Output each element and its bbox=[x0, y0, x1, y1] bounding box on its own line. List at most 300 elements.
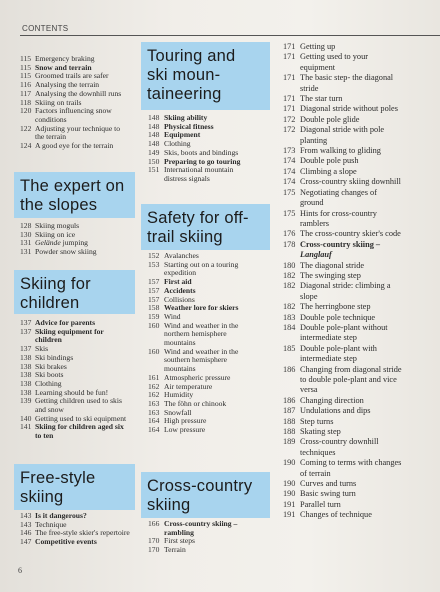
toc-entry-title: Wind and weather in the bbox=[164, 346, 239, 356]
header-rule bbox=[20, 35, 440, 36]
heading-line: Free-style bbox=[20, 469, 96, 487]
toc-entry-title: Avalanches bbox=[164, 251, 199, 260]
toc-page-number: 149 bbox=[148, 147, 160, 157]
toc-entry bbox=[283, 292, 435, 302]
toc-page-number: 190 bbox=[283, 489, 296, 499]
toc-entry bbox=[283, 365, 435, 375]
column-2-touring bbox=[148, 114, 276, 184]
toc-page-number: 190 bbox=[283, 479, 296, 489]
toc-page-number: 170 bbox=[148, 545, 160, 555]
toc-page-number bbox=[283, 385, 300, 395]
toc-entry-title: Equipment bbox=[164, 130, 201, 140]
toc-entry-title: Changing from diagonal stride bbox=[300, 364, 402, 374]
toc-entry-title: First steps bbox=[164, 536, 196, 546]
toc-page-number: 128 bbox=[20, 221, 32, 230]
toc-entry-title: Snowfall bbox=[164, 407, 192, 417]
toc-page-number: 117 bbox=[20, 88, 32, 98]
toc-page-number: 191 bbox=[283, 499, 296, 509]
toc-page-number: 153 bbox=[148, 259, 160, 269]
toc-entry bbox=[283, 188, 435, 198]
toc-entry-title: Parallel turn bbox=[300, 499, 341, 509]
toc-entry-title: International mountain bbox=[164, 165, 234, 175]
toc-page-number: 163 bbox=[148, 407, 160, 417]
toc-entry bbox=[283, 229, 435, 239]
toc-entry bbox=[283, 156, 435, 166]
column-1-children bbox=[20, 319, 142, 441]
toc-entry-title: Cross-country downhill bbox=[300, 437, 379, 447]
toc-entry-title: Double pole push bbox=[300, 156, 359, 166]
toc-page-number: 184 bbox=[283, 322, 296, 332]
toc-page-number: 157 bbox=[148, 294, 160, 304]
toc-entry-title: Climbing a slope bbox=[300, 166, 357, 176]
toc-entry-title: Undulations and dips bbox=[300, 406, 371, 416]
toc-entry-title: Skis, boots and bindings bbox=[164, 147, 239, 157]
toc-entry bbox=[283, 354, 435, 364]
toc-page-number: 171 bbox=[283, 73, 296, 83]
toc-entry bbox=[283, 458, 435, 468]
toc-entry-title: Competitive events bbox=[35, 537, 97, 547]
section-heading-children bbox=[14, 270, 135, 314]
section-heading-safety bbox=[141, 204, 270, 250]
toc-page-number: 175 bbox=[283, 187, 296, 197]
toc-entry-title: Hints for cross-country bbox=[300, 208, 377, 218]
toc-entry bbox=[283, 427, 435, 437]
toc-entry bbox=[283, 510, 435, 520]
toc-page-number: 175 bbox=[283, 208, 296, 218]
toc-page-number: 186 bbox=[283, 395, 296, 405]
heading-line: taineering bbox=[147, 85, 222, 103]
toc-entry-title: techniques bbox=[300, 447, 336, 457]
toc-entry-title: planting bbox=[300, 135, 328, 145]
toc-page-number: 160 bbox=[148, 320, 160, 330]
toc-entry-title: expedition bbox=[164, 268, 197, 278]
toc-entry-title: the terrain bbox=[35, 132, 66, 142]
column-1-top bbox=[20, 55, 142, 151]
column-3 bbox=[283, 42, 435, 521]
toc-entry-title: Air temperature bbox=[164, 381, 213, 391]
toc-page-number bbox=[148, 356, 164, 365]
toc-page-number: 174 bbox=[283, 166, 296, 176]
toc-entry-title: Is it dangerous? bbox=[35, 511, 87, 520]
toc-entry-title: Wind and weather in the bbox=[164, 320, 239, 330]
toc-entry-title: Changes of technique bbox=[300, 510, 372, 520]
toc-entry bbox=[283, 146, 435, 156]
toc-page-number bbox=[283, 136, 300, 146]
toc-page-number: 118 bbox=[20, 97, 32, 107]
heading-line: Safety for off- bbox=[147, 209, 249, 227]
toc-entry bbox=[283, 385, 435, 395]
toc-page-number: 191 bbox=[283, 510, 296, 520]
toc-entry-title: Cross-country skiing downhill bbox=[300, 177, 401, 187]
toc-entry-title: Learning should be fun! bbox=[35, 387, 109, 397]
toc-entry bbox=[283, 417, 435, 427]
heading-line: The expert on bbox=[20, 177, 125, 195]
toc-entry bbox=[283, 323, 435, 333]
toc-page-number: 148 bbox=[148, 121, 160, 131]
toc-page-number: 139 bbox=[20, 396, 32, 406]
toc-page-number: 186 bbox=[283, 364, 296, 374]
toc-entry-title: of terrain bbox=[300, 468, 331, 478]
toc-entry-title: to double pole-plant and vice bbox=[300, 375, 397, 384]
column-2-safety bbox=[148, 252, 278, 435]
toc-page-number: 189 bbox=[283, 437, 296, 447]
toc-page-number bbox=[283, 448, 300, 458]
heading-line: skiing bbox=[20, 488, 64, 506]
toc-page-number: 157 bbox=[148, 285, 160, 295]
toc-entry bbox=[283, 261, 435, 271]
toc-entry-title: The diagonal stride bbox=[300, 260, 365, 270]
toc-entry-title: children bbox=[35, 335, 62, 345]
toc-page-number: 141 bbox=[20, 422, 32, 432]
toc-page-number bbox=[283, 333, 300, 343]
toc-entry bbox=[283, 115, 435, 125]
toc-entry bbox=[283, 281, 435, 291]
toc-entry-title: intermediate step bbox=[300, 333, 357, 343]
toc-page-number bbox=[148, 330, 164, 339]
toc-entry-title: First aid bbox=[164, 277, 192, 287]
toc-entry-title: Adjusting your technique to bbox=[35, 123, 120, 133]
toc-page-number: 138 bbox=[20, 378, 32, 388]
toc-entry-title: Snow and terrain bbox=[35, 62, 92, 72]
toc-entry-title: Basic swing turn bbox=[300, 489, 356, 499]
toc-entry-title: Skis bbox=[35, 344, 49, 354]
toc-page-number bbox=[283, 250, 300, 260]
toc-entry-title: Advice for parents bbox=[35, 318, 96, 327]
toc-entry-title: Cross-country skiing – bbox=[164, 519, 238, 528]
toc-entry-title: Humidity bbox=[164, 390, 194, 400]
toc-page-number: 158 bbox=[148, 303, 160, 313]
toc-page-number: 162 bbox=[148, 381, 160, 391]
toc-page-number: 138 bbox=[20, 387, 32, 397]
toc-entry bbox=[283, 84, 435, 94]
page-header-label: CONTENTS bbox=[22, 24, 69, 33]
toc-entry bbox=[20, 142, 142, 151]
toc-page-number: 174 bbox=[283, 156, 296, 166]
heading-line: children bbox=[20, 294, 80, 312]
toc-entry bbox=[283, 250, 435, 260]
toc-entry-title: High pressure bbox=[164, 416, 207, 426]
toc-entry-title: The herringbone step bbox=[300, 302, 371, 312]
page-number: 6 bbox=[18, 566, 22, 575]
section-heading-crosscountry bbox=[141, 472, 270, 518]
toc-entry bbox=[283, 52, 435, 62]
toc-page-number: 182 bbox=[283, 302, 296, 312]
toc-entry-title: Diagonal stride: climbing a bbox=[300, 281, 391, 291]
section-heading-expert bbox=[14, 172, 135, 218]
toc-page-number: 170 bbox=[148, 536, 160, 546]
toc-entry-title: conditions bbox=[35, 114, 67, 124]
toc-entry-title: Curves and turns bbox=[300, 479, 357, 489]
toc-entry-title: Analysing the downhill runs bbox=[35, 88, 122, 98]
toc-page-number: 116 bbox=[20, 80, 32, 90]
heading-line: Touring and bbox=[147, 47, 236, 65]
toc-entry-title: Negotiating changes of bbox=[300, 187, 377, 197]
toc-entry bbox=[283, 437, 435, 447]
toc-page-number: 172 bbox=[283, 114, 296, 124]
column-1-freestyle bbox=[20, 512, 145, 547]
toc-page-number: 171 bbox=[283, 94, 296, 104]
toc-page-number: 185 bbox=[283, 343, 296, 353]
toc-entry-title: A good eye for the terrain bbox=[35, 141, 114, 151]
toc-entry-title: Skiing moguls bbox=[35, 221, 80, 230]
heading-line: skiing bbox=[147, 496, 191, 514]
toc-page-number: 148 bbox=[148, 113, 160, 122]
toc-page-number: 172 bbox=[283, 125, 296, 135]
toc-entry-title: Step turns bbox=[300, 416, 334, 426]
toc-entry-title: Changing direction bbox=[300, 395, 364, 405]
toc-entry-title: Analysing the terrain bbox=[35, 80, 100, 90]
toc-entry-title: Collisions bbox=[164, 294, 195, 304]
toc-entry-title: Double pole-plant with bbox=[300, 343, 377, 353]
toc-page-number: 187 bbox=[283, 406, 296, 416]
toc-entry-title: ground bbox=[300, 198, 324, 208]
toc-page-number: 161 bbox=[148, 372, 160, 382]
toc-entry bbox=[148, 426, 278, 435]
toc-entry bbox=[283, 500, 435, 510]
section-heading-touring bbox=[141, 42, 270, 110]
toc-page-number: 143 bbox=[20, 511, 32, 520]
toc-entry-title: Low pressure bbox=[164, 425, 206, 435]
toc-entry-title: The star turn bbox=[300, 94, 343, 104]
toc-page-number: 152 bbox=[148, 251, 160, 260]
toc-entry-title: The föhn or chinook bbox=[164, 398, 227, 408]
toc-page-number: 188 bbox=[283, 427, 296, 437]
toc-page-number: 163 bbox=[148, 398, 160, 408]
toc-page-number: 137 bbox=[20, 326, 32, 336]
toc-entry-title: ramblers bbox=[300, 218, 330, 228]
toc-page-number: 151 bbox=[148, 165, 160, 175]
toc-page-number: 164 bbox=[148, 416, 160, 426]
toc-page-number: 157 bbox=[148, 277, 160, 287]
toc-entry-title: Cross-country skiing – bbox=[300, 239, 381, 249]
toc-page-number bbox=[20, 432, 35, 441]
toc-page-number: 143 bbox=[20, 519, 32, 529]
toc-page-number: 138 bbox=[20, 370, 32, 380]
toc-entry-title: Clothing bbox=[35, 378, 62, 388]
toc-entry-title: northern hemisphere bbox=[164, 329, 227, 339]
toc-page-number: 115 bbox=[20, 54, 32, 63]
section-heading-freestyle bbox=[14, 464, 135, 510]
toc-page-number: 124 bbox=[20, 141, 32, 151]
toc-page-number: 140 bbox=[20, 413, 32, 423]
toc-entry-title: Emergency braking bbox=[35, 54, 95, 63]
toc-page-number: 159 bbox=[148, 311, 160, 321]
toc-entry bbox=[283, 406, 435, 416]
toc-page-number: 178 bbox=[283, 239, 296, 249]
toc-entry-title: Skiing on ice bbox=[35, 229, 76, 239]
toc-entry-title: equipment bbox=[300, 62, 336, 72]
toc-page-number bbox=[283, 354, 300, 364]
toc-entry-title: Getting up bbox=[300, 42, 336, 51]
toc-page-number: 174 bbox=[283, 177, 296, 187]
toc-entry bbox=[283, 375, 435, 385]
toc-entry bbox=[283, 240, 435, 250]
toc-page-number: 171 bbox=[283, 42, 296, 51]
toc-entry-title: mountains bbox=[164, 364, 196, 374]
toc-entry bbox=[283, 42, 435, 52]
toc-page-number: 120 bbox=[20, 106, 32, 116]
toc-entry bbox=[20, 248, 142, 257]
toc-entry bbox=[283, 313, 435, 323]
toc-entry bbox=[20, 538, 145, 547]
toc-entry-title: Double pole glide bbox=[300, 114, 360, 124]
toc-page-number: 131 bbox=[20, 247, 32, 257]
toc-entry-title: Double pole-plant without bbox=[300, 322, 388, 332]
toc-page-number: 148 bbox=[148, 139, 160, 149]
heading-line: Skiing for bbox=[20, 275, 91, 293]
toc-entry-title: Skiing ability bbox=[164, 113, 208, 122]
toc-entry bbox=[283, 136, 435, 146]
toc-entry-title: mountains bbox=[164, 338, 196, 348]
toc-entry-title: From walking to gliding bbox=[300, 146, 381, 156]
toc-entry-title: Clothing bbox=[164, 139, 191, 149]
toc-page-number: 190 bbox=[283, 458, 296, 468]
toc-page-number bbox=[283, 198, 300, 208]
toc-entry-title: The free-style skier's repertoire bbox=[35, 528, 130, 538]
toc-entry-title: Skiing on trails bbox=[35, 97, 82, 107]
toc-page-number: 137 bbox=[20, 318, 32, 327]
toc-entry-title: versa bbox=[300, 385, 318, 395]
toc-entry-title: Skiing for children aged six bbox=[35, 422, 124, 432]
toc-entry bbox=[283, 219, 435, 229]
toc-page-number: 162 bbox=[148, 390, 160, 400]
toc-page-number bbox=[283, 219, 300, 229]
toc-entry-title: and snow bbox=[35, 405, 64, 415]
toc-page-number: 130 bbox=[20, 229, 32, 239]
toc-entry-title: Skating step bbox=[300, 427, 341, 437]
toc-entry bbox=[283, 333, 435, 343]
toc-page-number: 171 bbox=[283, 52, 296, 62]
toc-page-number: 176 bbox=[283, 229, 296, 239]
toc-entry-title: southern hemisphere bbox=[164, 355, 228, 365]
column-1-expert bbox=[20, 222, 142, 257]
toc-page-number: 183 bbox=[283, 312, 296, 322]
toc-entry bbox=[283, 73, 435, 83]
toc-page-number: 138 bbox=[20, 361, 32, 371]
toc-entry bbox=[283, 167, 435, 177]
toc-page-number: 137 bbox=[20, 344, 32, 354]
toc-page-number bbox=[148, 175, 164, 184]
toc-page-number: 160 bbox=[148, 346, 160, 356]
toc-entry-title: intermediate step bbox=[300, 354, 357, 364]
toc-entry-title: Factors influencing snow bbox=[35, 106, 112, 116]
toc-page-number: 173 bbox=[283, 146, 296, 156]
toc-entry-title: Technique bbox=[35, 519, 67, 529]
toc-page-number: 148 bbox=[148, 130, 160, 140]
toc-entry-title: Langlauf bbox=[300, 250, 332, 260]
toc-page-number: 138 bbox=[20, 352, 32, 362]
toc-entry bbox=[283, 104, 435, 114]
toc-entry bbox=[148, 546, 278, 555]
toc-entry-title: Physical fitness bbox=[164, 121, 214, 131]
heading-line: Cross-country bbox=[147, 477, 253, 495]
toc-page-number: 150 bbox=[148, 156, 160, 166]
column-2-crosscountry bbox=[148, 520, 278, 555]
toc-entry-title: Double pole technique bbox=[300, 312, 376, 322]
toc-page-number: 146 bbox=[20, 528, 32, 538]
toc-page-number: 182 bbox=[283, 281, 296, 291]
toc-entry bbox=[20, 432, 142, 441]
toc-entry-rest: jumping bbox=[60, 238, 88, 248]
toc-page-number: 164 bbox=[148, 425, 160, 435]
toc-page-number: 188 bbox=[283, 416, 296, 426]
toc-entry-title: Accidents bbox=[164, 285, 196, 295]
toc-entry bbox=[283, 302, 435, 312]
toc-entry-title: distress signals bbox=[164, 173, 210, 183]
toc-page-number: 166 bbox=[148, 519, 160, 528]
toc-page-number bbox=[283, 469, 300, 479]
toc-page-number bbox=[283, 63, 300, 73]
toc-entry bbox=[283, 448, 435, 458]
toc-entry-title: The swinging step bbox=[300, 270, 361, 280]
toc-entry bbox=[283, 125, 435, 135]
toc-entry bbox=[283, 198, 435, 208]
toc-page-number: 147 bbox=[20, 537, 32, 547]
toc-entry bbox=[283, 469, 435, 479]
toc-page-number: 182 bbox=[283, 270, 296, 280]
toc-entry-title: The basic step- the diagonal bbox=[300, 73, 394, 83]
heading-line: the slopes bbox=[20, 196, 98, 214]
toc-entry-title: Wind bbox=[164, 311, 181, 321]
toc-entry-title: Getting children used to skis bbox=[35, 396, 122, 406]
toc-entry-title: Coming to terms with changes bbox=[300, 458, 402, 468]
toc-entry-title: Skiing equipment for bbox=[35, 326, 104, 336]
toc-entry bbox=[283, 479, 435, 489]
toc-page-number bbox=[283, 375, 300, 385]
toc-entry-title: Ski boots bbox=[35, 370, 64, 380]
toc-page-number bbox=[283, 84, 300, 94]
toc-entry-title: rambling bbox=[164, 527, 194, 537]
toc-entry-title: Preparing to go touring bbox=[164, 156, 241, 166]
toc-entry bbox=[283, 489, 435, 499]
toc-entry-title: Starting out on a touring bbox=[164, 259, 239, 269]
toc-entry-title: Atmospheric pressure bbox=[164, 372, 231, 382]
toc-entry-title: Getting used to your bbox=[300, 52, 368, 62]
toc-entry-title: The cross-country skier's code bbox=[300, 229, 401, 239]
toc-entry bbox=[283, 177, 435, 187]
toc-entry-title: Diagonal stride with pole bbox=[300, 125, 385, 135]
toc-entry bbox=[283, 344, 435, 354]
toc-entry bbox=[283, 271, 435, 281]
toc-page-number: 115 bbox=[20, 71, 32, 81]
toc-entry-italic-word: Gelände bbox=[35, 238, 61, 248]
toc-entry-title: Weather lore for skiers bbox=[164, 303, 239, 313]
toc-entry-title: slope bbox=[300, 291, 318, 301]
toc-entry bbox=[283, 396, 435, 406]
toc-entry-title: Powder snow skiing bbox=[35, 247, 97, 257]
toc-entry bbox=[283, 63, 435, 73]
heading-line: trail skiing bbox=[147, 228, 223, 246]
toc-entry bbox=[283, 94, 435, 104]
heading-line: ski moun- bbox=[147, 66, 221, 84]
toc-page-number: 122 bbox=[20, 123, 32, 133]
toc-entry-title: Ski bindings bbox=[35, 352, 74, 362]
toc-entry bbox=[148, 175, 276, 184]
toc-entry-title: Groomed trails are safer bbox=[35, 71, 109, 81]
toc-page-number bbox=[283, 292, 300, 302]
toc-entry-title: stride bbox=[300, 83, 319, 93]
toc-entry-title: Ski brakes bbox=[35, 361, 67, 371]
toc-entry bbox=[283, 209, 435, 219]
toc-entry-title: Terrain bbox=[164, 545, 186, 555]
toc-entry-title: Getting used to ski equipment bbox=[35, 413, 127, 423]
toc-page-number: 115 bbox=[20, 62, 32, 72]
toc-page-number: 171 bbox=[283, 104, 296, 114]
toc-page-number: 131 bbox=[20, 238, 32, 248]
toc-entry-title: to ten bbox=[35, 431, 54, 441]
toc-entry-title: Diagonal stride without poles bbox=[300, 104, 398, 114]
toc-page-number: 180 bbox=[283, 260, 296, 270]
